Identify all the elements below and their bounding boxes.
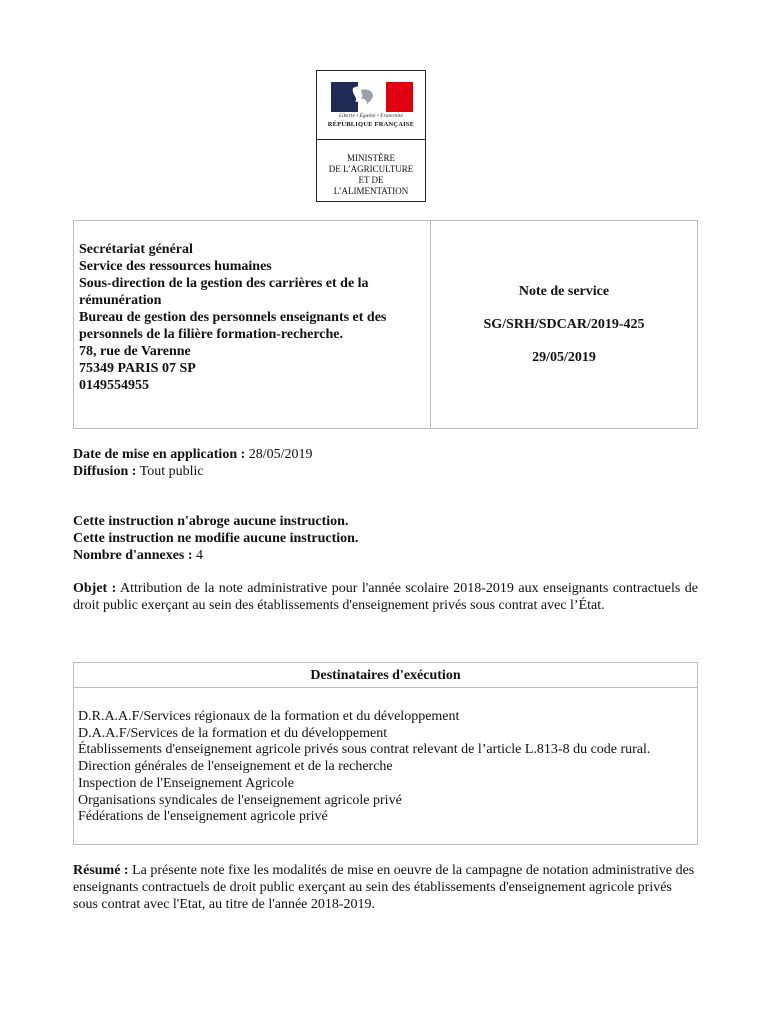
- instruction-modifie: Cette instruction ne modifie aucune instruction.: [73, 531, 359, 546]
- note-block: [431, 283, 697, 382]
- ministry-line: ET DE: [358, 175, 384, 185]
- objet-paragraph: [73, 580, 698, 614]
- sender-line: Service des ressources humaines: [79, 259, 272, 274]
- republic-motto: Liberté • Égalité • Fraternité: [339, 114, 403, 119]
- sender-line: Sous-direction de la gestion des carrières et de la rémunération: [79, 276, 369, 308]
- list-item: Organisations syndicales de l'enseignement agricole privé: [78, 792, 402, 808]
- destinataires-table: [73, 662, 698, 845]
- sender-line: 0149554955: [79, 378, 149, 393]
- destinataires-title: Destinataires d'exécution: [74, 663, 697, 688]
- instruction-block: [73, 513, 698, 564]
- sender-line: Bureau de gestion des personnels enseignants et des personnels de la filière formation-recherche.: [79, 310, 387, 342]
- list-item: Direction générales de l'enseignement et de la recherche: [78, 759, 393, 775]
- annexes-value: 4: [196, 548, 204, 563]
- note-title: Note de service: [518, 284, 610, 299]
- resume-paragraph: [73, 862, 698, 913]
- header-table: [73, 220, 698, 429]
- marianne-logo-icon: [331, 82, 413, 112]
- annexes-line: [73, 547, 698, 564]
- resume-label: Résumé :: [73, 863, 129, 878]
- destinataires-list: [78, 709, 691, 826]
- ministry-logo: [316, 70, 426, 202]
- application-date-line: [73, 446, 698, 463]
- diffusion-value: Tout public: [139, 464, 204, 479]
- ministry-name: [317, 153, 425, 197]
- sender-line: 75349 PARIS 07 SP: [79, 361, 196, 376]
- objet-text: Attribution de la note administrative pour l'année scolaire 2018-2019 aux enseignants contractuels de droit public exerçant au sein des établissements d'enseignement privés sous contrat avec l’État.: [73, 581, 698, 613]
- meta-block: [73, 446, 698, 480]
- list-item: D.A.A.F/Services de la formation et du développement: [78, 725, 388, 741]
- list-item: Fédérations de l'enseignement agricole privé: [78, 809, 328, 825]
- objet-label: Objet :: [73, 581, 117, 596]
- application-date-value: 28/05/2019: [248, 447, 313, 462]
- sender-line: Secrétariat général: [79, 242, 193, 257]
- list-item: Établissements d'enseignement agricole privés sous contrat relevant de l’article L.813-8 du code rural.: [78, 742, 651, 758]
- ministry-line: DE L’AGRICULTURE: [328, 164, 414, 174]
- sender-line: 78, rue de Varenne: [79, 344, 191, 359]
- ministry-line: MINISTÈRE: [347, 153, 395, 163]
- republic-name: RÉPUBLIQUE FRANÇAISE: [327, 121, 415, 128]
- diffusion-label: Diffusion :: [73, 464, 137, 479]
- instruction-abroge: Cette instruction n'abroge aucune instruction.: [73, 514, 349, 529]
- list-item: Inspection de l'Enseignement Agricole: [78, 775, 294, 791]
- logo-divider: [317, 139, 425, 140]
- application-date-label: Date de mise en application :: [73, 447, 246, 462]
- note-date: 29/05/2019: [532, 350, 596, 365]
- note-reference: SG/SRH/SDCAR/2019-425: [483, 317, 645, 332]
- ministry-line: L’ALIMENTATION: [333, 186, 409, 196]
- diffusion-line: [73, 463, 698, 480]
- resume-text: La présente note fixe les modalités de mise en oeuvre de la campagne de notation administrative des enseignants contractuels de droit public exerçant au sein des établissements d'enseignement agricole privés sous contrat avec l'Etat, au titre de l'année 2018-2019.: [73, 863, 695, 912]
- annexes-label: Nombre d'annexes :: [73, 548, 193, 563]
- sender-block: [79, 241, 425, 394]
- list-item: D.R.A.A.F/Services régionaux de la formation et du développement: [78, 709, 460, 724]
